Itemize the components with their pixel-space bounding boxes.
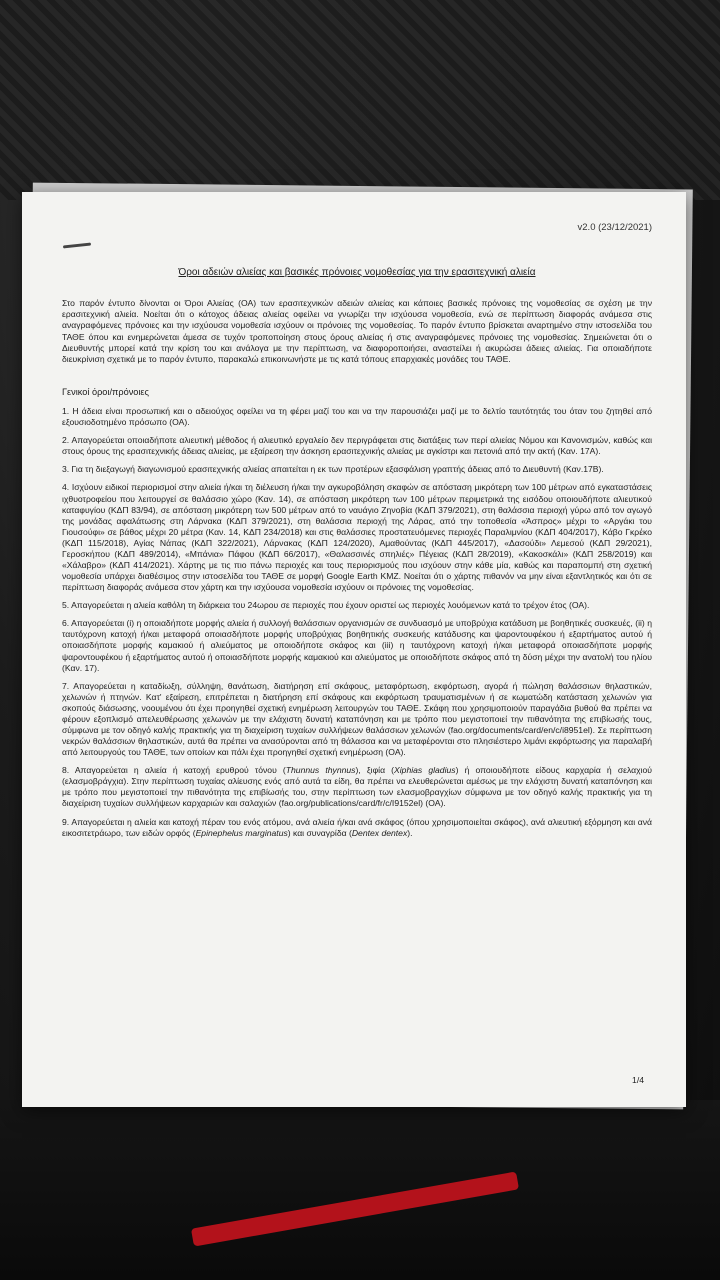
term-item-8-text-c: ) ή οποιουδήποτε είδους καρχαρία ή σελαχιού (ελασμοβράγχια). Στην περίπτωση τυχαίας αλίευσης ενός από αυτά τα είδη, θα πρέπει να ελευθερώνεται αμέσως με την ελάχιστη δυνατή καταπόνηση και με τρόπο που μεγιστοποιεί την πιθανότητα της επιβίωσής του, στην περίπτωση των ελασμοβραγχίων σύμφωνα με τον οδηγό καλής πρακτικής για τη διαχείριση τυχαίων συλλήψεων καρχαριών και σαλαχιών (fao.org/publications/card/fr/c/I9152el) (ΟΑ). xyxy=(62,765,653,809)
document-page xyxy=(22,192,686,1107)
intro-paragraph: Στο παρόν έντυπο δίνονται οι Όροι Αλιείας (ΟΑ) των ερασιτεχνικών αδειών αλιείας και κάποιες βασικές πρόνοιες της νομοθεσίας σε σχέση με την ερασιτεχνική αλιεία. Νοείται ότι ο κάτοχος άδειας αλιείας οφείλει να γνωρίζει την ισχύουσα νομοθεσία, ενώ σε περίπτωση διαφοράς ανάμεσα στις αναγραφόμενες πρόνοιες και την ισχύουσα νομοθεσία ισχύουν οι πρόνοιες της νομοθεσίας. Το παρόν έντυπο βρίσκεται αναρτημένο στην ιστοσελίδα του ΤΑΘΕ όπου και ενημερώνεται άμεσα σε τυχόν τροποποίηση στους όρους αλιείας ή στις αναγραφόμενες πρόνοιες της νομοθεσίας. Σημειώνεται ότι ο Διευθυντής μπορεί κατά την κρίση του και ανάλογα με την περίπτωση, να διαφοροποιήσει, αναστείλει ή ακυρώσει άδειες αλιείας. Για οποιαδήποτε διευκρίνιση σχετικά με το παρόν έντυπο, παρακαλώ επικοινωνήστε με τις κατά τόπους επαρχιακές μονάδες του ΤΑΘΕ. xyxy=(62,298,652,364)
term-item-2: 2. Απαγορεύεται οποιαδήποτε αλιευτική μέθοδος ή αλιευτικό εργαλείο δεν περιγράφεται στις διατάξεις των περί αλιείας Νόμου και Κανονισμών, καθώς και στους όρους της ερασιτεχνικής άδειας αλιείας, με εξαίρεση την άσκηση ερασιτεχνικής αλιείας με αγκίστρι και πετονιά από την ακτή (Καν. 17Α). xyxy=(62,435,652,457)
section-heading: Γενικοί όροι/πρόνοιες xyxy=(62,387,149,398)
document-version: v2.0 (23/12/2021) xyxy=(577,222,652,233)
term-item-9-text-b: ) και συναγρίδα ( xyxy=(287,827,352,838)
species-xiphias: Xiphias gladius xyxy=(394,765,456,776)
term-item-9-text-c: ). xyxy=(407,827,413,838)
term-item-3: 3. Για τη διεξαγωγή διαγωνισμού ερασιτεχνικής αλιείας απαιτείται η εκ των προτέρων εξασφάλιση γραπτής άδειας από το Διευθυντή (Καν.17Β). xyxy=(62,464,604,475)
term-item-1: 1. Η άδεια είναι προσωπική και ο αδειούχος οφείλει να τη φέρει μαζί του και να την παρουσιάζει μαζί με το δελτίο ταυτότητάς του όταν του ζητηθεί από εξουσιοδοτημένο πρόσωπο (ΟΑ). xyxy=(62,406,652,428)
term-item-5: 5. Απαγορεύεται η αλιεία καθόλη τη διάρκεια του 24ωρου σε περιοχές που έχουν οριστεί ως περιοχές λουόμενων κατά το τρέχον έτος (ΟΑ). xyxy=(62,600,590,611)
term-item-8-text-a: 8. Απαγορεύεται η αλιεία ή κατοχή ερυθρού τόνου ( xyxy=(62,765,286,776)
term-item-8-text-b: ), ξιφία ( xyxy=(355,765,395,776)
term-item-4: 4. Ισχύουν ειδικοί περιορισμοί στην αλιεία ή/και τη διέλευση ή/και την αγκυροβόληση σκαφών σε απόσταση μικρότερη των 100 μέτρων από εγκαταστάσεις ιχθυοτροφείου που λειτουργεί σε θαλάσσιο χώρο (Καν. 14), σε απόσταση μικρότερη των 100 μέτρων περιμετρικά της εισόδου οποιουδήποτε αλιευτικού καταφυγίου (ΚΔΠ 83/94), σε απόσταση μικρότερη των 500 μέτρων από το ναυάγιο Ζηνοβία (ΚΔΠ 379/2021), στη θαλάσσια περιοχή γύρω από τον αγωγό της μονάδας αφαλάτωσης στη Λάρνακα (ΚΔΠ 379/2021), στη θαλάσσια περιοχή της Λάρας, από την τοποθεσία «Άσπρος» μέχρι το «Αργάκι του Γιουσούφι» σε βάθος μέχρι 20 μέτρα (Καν. 14, ΚΔΠ 234/2018) και στις θαλάσσιες προστατευόμενες περιοχές Παραλιμνίου (ΚΔΠ 404/2017), Κάβο Γκρέκο (ΚΔΠ 115/2018), Αγίας Νάπας (ΚΔΠ 322/2021), Λάρνακας (ΚΔΠ 124/2020), Αμαθούντας (ΚΔΠ 445/2017), «Δασούδι» Λεμεσού (ΚΔΠ 29/2021), Γεροσκήπου (ΚΔΠ 489/2014), «Μπάνια» Πάφου (ΚΔΠ 66/2017), «Θαλασσινές σπηλιές» Πέγειας (ΚΔΠ 28/2019), «Κακοσκάλι» (ΚΔΠ 258/2019) και «Χάλαβρο» (ΚΔΠ 414/2021). Χάρτης με τις πιο πάνω περιοχές και τους περιορισμούς που ισχύουν στην κάθε μία, καθώς και παραπομπή στη σχετική νομοθεσία υπάρχει διαθέσιμος στην ιστοσελίδα του ΤΑΘΕ σε μορφή Google Earth KMZ. Νοείται ότι ο χάρτης πιθανόν να μην είναι εξαντλητικός και ότι σε περίπτωση διαφοράς ανάμεσα στον χάρτη και την ισχύουσα νομοθεσία ισχύουν οι πρόνοιες της νομοθεσίας. xyxy=(62,482,652,593)
car-seat-lower xyxy=(0,1100,720,1280)
term-item-7: 7. Απαγορεύεται η καταδίωξη, σύλληψη, θανάτωση, διατήρηση επί σκάφους, μεταφόρτωση, εκφόρτωση, αγορά ή πώληση θαλάσσιων θηλαστικών, χελωνών ή πτηνών. Κατ' εξαίρεση, επιτρέπεται η διατήρηση επί σκάφους και εκφόρτωση τραυματισμένων ή σε κωματώδη κατάσταση χελωνών για σκοπούς διάσωσης, νοουμένου ότι έχει προηγηθεί σχετική ενημέρωση λειτουργών του ΤΑΘΕ. Σκάφη που χρησιμοποιούν παραγάδια βυθού θα πρέπει να φέρουν εξοπλισμό απελευθέρωσης χελωνών με την ελάχιστη δυνατή καταπόνηση και με τρόπο που μεγιστοποιεί την πιθανότητα της επιβίωσής τους, σύμφωνα με τον οδηγό καλής πρακτικής για τη διαχείριση τυχαίων συλλήψεων θαλάσσιων χελωνών (fao.org/documents/card/en/c/i8951el). Σε περίπτωση νεκρών θαλάσσιων θηλαστικών, αυτά θα πρέπει να ανασύρονται από τη θάλασσα και να μεταφέρονται στο πλησιέστερο λιμάνι εκφόρτωσης για παραλαβή από λειτουργούς του ΤΑΘΕ, των οποίων και πάλι έχει προηγηθεί σχετική ενημέρωση (ΟΑ). xyxy=(62,680,652,758)
term-item-6: 6. Απαγορεύεται (i) η οποιαδήποτε μορφής αλιεία ή συλλογή θαλάσσιων οργανισμών σε συνδυασμό με υποβρύχια κατάδυση με βοηθητικές συσκευές, (ii) η ταυτόχρονη κατοχή ή/και μεταφορά οποιασδήποτε μορφής υποβρύχιας βοηθητικής συσκευής κατάδυσης και ψαροντουφέκου ή εξαρτήματος αυτού ή οποιασδήποτε μορφής καμακιού ή αλιεύματος με οποιοδήποτε σκάφος και (iii) η ταυτόχρονη κατοχή ή/και μεταφορά οποιασδήποτε μορφής ψαροντουφέκου ή εξαρτήματος αυτού ή οποιασδήποτε μορφής καμακιού και αλιεύματος με οποιοδήποτε σκάφος από τη δύση μέχρι την ανατολή του ηλίου (Καν. 17). xyxy=(62,618,652,673)
term-item-9-text-a: 9. Απαγορεύεται η αλιεία και κατοχή πέραν του ενός ατόμου, ανά αλιεία ή/και ανά σκάφος (όπου χρησιμοποιείται σκάφος), ανά αλιευτική εξόρμηση και ανά εικοσιτετράωρο, των ειδών ορφός ( xyxy=(62,816,652,838)
term-item-8 xyxy=(62,765,652,809)
car-seat-background xyxy=(0,0,720,200)
species-thunnus: Thunnus thynnus xyxy=(285,765,356,776)
species-epinephelus: Epinephelus marginatus xyxy=(195,827,288,838)
species-dentex: Dentex dentex xyxy=(351,827,408,838)
document-title: Όροι αδειών αλιείας και βασικές πρόνοιες νομοθεσίας για την ερασιτεχνική αλιεία xyxy=(178,267,536,278)
term-item-9 xyxy=(62,817,652,839)
page-number: 1/4 xyxy=(632,1075,644,1085)
